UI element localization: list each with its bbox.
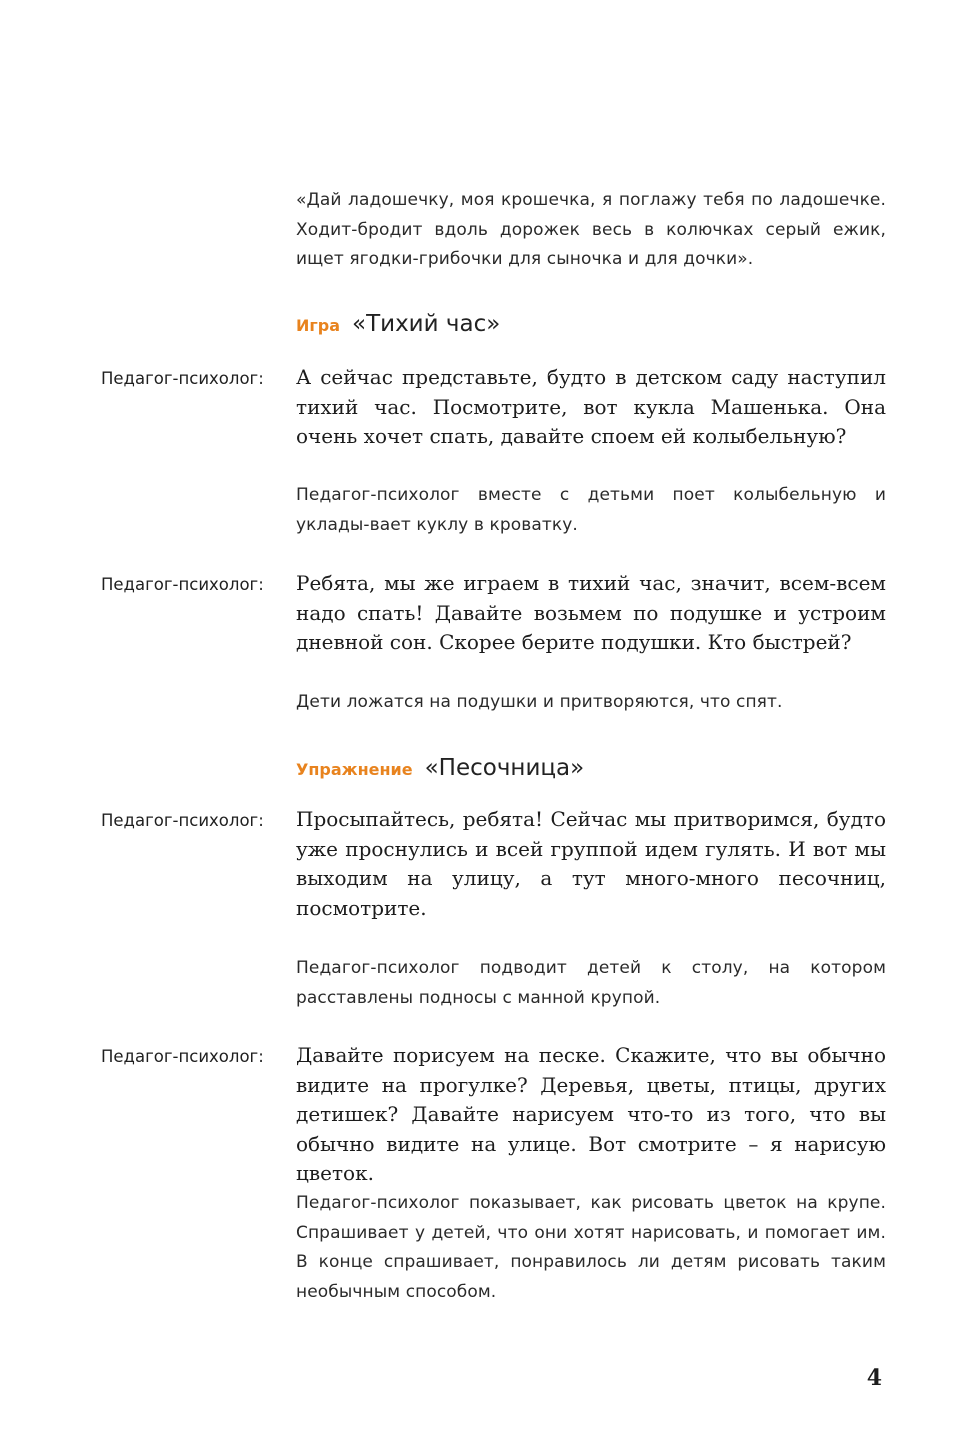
speech-text-3: Просыпайтесь, ребята! Сейчас мы притворимся, будто уже проснулись и всей группой идем гулять. И вот мы выходим на улицу, а тут много-много песочниц, посмотрите. <box>296 807 886 920</box>
stage-direction-3: Педагог-психолог подводит детей к столу, на котором расставлены подносы с манной крупой. <box>296 958 886 1008</box>
speaker-label-3: Педагог-психолог: <box>101 811 264 830</box>
speaker-label-4: Педагог-психолог: <box>101 1047 264 1066</box>
game-heading-kind: Игра <box>296 316 340 335</box>
stage-direction-1: Педагог-психолог вместе с детьми поет колыбельную и уклады-вает куклу в кроватку. <box>296 485 886 535</box>
stage-direction-4: Педагог-психолог показывает, как рисовать цветок на крупе. Спрашивает у детей, что они хотят нарисовать, и помогает им. В конце спрашивает, понравилось ли детям рисовать таким необычным способом. <box>296 1193 886 1302</box>
speech-text-2: Ребята, мы же играем в тихий час, значит, всем-всем надо спать! Давайте возьмем по подушке и устроим дневной сон. Скорее берите подушки. Кто быстрей? <box>296 571 886 654</box>
page-number: 4 <box>866 1365 882 1391</box>
speech-text-1: А сейчас представьте, будто в детском саду наступил тихий час. Посмотрите, вот кукла Машенька. Она очень хочет спать, давайте споем ей колыбельную? <box>296 365 886 448</box>
exercise-heading-title: «Песочница» <box>424 755 585 781</box>
intro-poem-note: «Дай ладошечку, моя крошечка, я поглажу тебя по ладошечке. Ходит-бродит вдоль дорожек весь в колючках серый ежик, ищет ягодки-грибочки для сыночка и для дочки». <box>296 190 886 269</box>
game-heading <box>296 311 500 337</box>
speaker-label-2: Педагог-психолог: <box>101 575 264 594</box>
exercise-heading <box>296 755 584 781</box>
speaker-label-1: Педагог-психолог: <box>101 369 264 388</box>
exercise-heading-kind: Упражнение <box>296 760 413 779</box>
game-heading-title: «Тихий час» <box>352 311 501 337</box>
stage-direction-2: Дети ложатся на подушки и притворяются, что спят. <box>296 692 783 712</box>
speech-text-4: Давайте порисуем на песке. Скажите, что вы обычно видите на прогулке? Деревья, цветы, птицы, других детишек? Давайте нарисуем что-то из того, что вы обычно видите на улице. Вот смотрите – я нарисую цветок. <box>296 1043 886 1185</box>
